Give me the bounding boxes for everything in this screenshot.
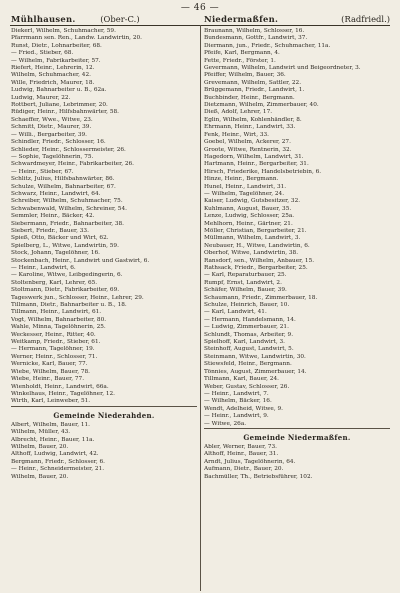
directory-entry: Rottbert, Juliane, Lebrimmer, 20. [11,102,108,109]
directory-entry: Steinhoff, August, Landwirt, 5. [204,346,294,353]
directory-entry: Winkelhaus, Heinr., Tagelöhner, 12. [11,390,116,397]
directory-entry: Dieß, Adolf, Lehrer, 17. [204,109,273,116]
directory-entry: Mehlhorn, Heinr., Gärtner, 21. [204,220,293,227]
directory-entry: — Heinr., Stieber, 67. [11,168,74,175]
directory-entry: Schwardmeyer, Heinr., Fabrikarbeiter, 26. [11,161,134,168]
directory-entry: Stoltenberg, Karl, Lehrer, 65. [11,279,98,286]
directory-entry: Ransdorf, sen., Wilhelm, Anbauer, 15. [204,257,315,264]
directory-entry: Werner, Heinr., Schlosser, 71. [11,353,98,360]
directory-entry: Albert, Wilhelm, Bauer, 11. [11,421,91,428]
directory-entry: Goebel, Wilhelm, Ackerer, 27. [204,139,291,146]
directory-entry: Bundesmann, Gottfr., Landwirt, 37. [204,35,308,42]
directory-entry: Eglin, Wilhelm, Kohlenhändler, 8. [204,116,302,123]
page-number: — 46 — [180,3,220,13]
directory-entry: Pfeife, Karl, Bergmann, 4. [204,50,280,57]
directory-entry: Hagedorn, Wilhelm, Landwirt, 31. [204,153,304,160]
directory-entry: Diermann, jun., Friedr., Schuhmacher, 11a. [204,42,331,49]
directory-entry: Tönnies, August, Zimmerbauer, 14. [204,368,307,375]
directory-entry: Wernicke, Karl, Bauer, 77. [11,361,88,368]
left-column [11,28,197,591]
section-rule [11,406,197,407]
directory-entry: Ludwig, Bahnarbeiter u. B., 62a. [11,87,107,94]
directory-entry: Schwabenwald, Wilhelm, Schreiner, 54. [11,205,127,212]
directory-entry: Groote, Witwe, Rentnerin, 32. [204,146,292,153]
directory-entry: Siebermann, Friedr., Bahnarbeiter, 38. [11,220,125,227]
directory-entry: Vogt, Wilhelm, Bahnarbeiter, 80. [11,316,107,323]
directory-entry: Buchbinder, Heinr., Bergmann. [204,94,295,101]
directory-entry: — Heinr., Landwirt, 9. [204,413,269,420]
directory-entry: Runst, Dietr., Lohnarbeiter, 68. [11,42,102,49]
directory-entry: Abler, Werner, Bauer, 73. [204,443,277,450]
directory-entry: Fette, Friedr., Förster, 1. [204,57,276,64]
directory-entry: Schaumann, Friedr., Zimmerbauer, 18. [204,294,318,301]
section-rule [204,428,390,429]
left-header-subtitle: (Ober-C.) [100,14,140,24]
directory-entry: — Hermann, Tagelöhner, 19. [11,346,95,353]
directory-entry: Hirsch, Friederike, Handelsbetriebin, 6. [204,168,322,175]
directory-entry: — Sophie, Tagelöhnerin, 75. [11,153,94,160]
directory-entry: — Karl, Landwirt, 41. [204,309,267,316]
directory-entry: — Heinr., Landwirt, 6. [11,265,76,271]
directory-entry: Grevemann, Wilhelm, Sattler, 22. [204,79,302,86]
directory-entry: Bergmann, Friedr., Schlosser, 6. [11,458,105,465]
directory-entry: Wiebe, Wilhelm, Bauer, 78. [11,368,91,375]
directory-entry: — Karoline, Witwe, Leibgedingerin, 6. [11,272,123,279]
directory-entry: Tageswerk jun., Schlosser, Heinr., Lehrer, 29. [11,294,144,301]
directory-entry: Stiewsfeld, Heinr., Bergmann. [204,361,292,368]
directory-entry: Weckesser, Heinr., Ritter, 40. [11,331,96,338]
left-entry-list [11,28,197,406]
directory-entry: Braunann, Wilhelm, Schlosser, 16. [204,28,305,34]
directory-entry: — Heinr., Landwirt, 7. [204,390,269,397]
directory-entry: Schindler, Friedr., Schlosser, 16. [11,139,106,146]
directory-entry: Lenze, Ludwig, Schlosser, 25a. [204,213,295,220]
directory-entry: Möller, Christian, Bergarbeiter, 21. [204,227,307,234]
directory-entry: Müllmann, Wilhelm, Landwirt, 3. [204,235,301,242]
directory-entry: Dietzmann, Wilhelm, Zimmerbauer, 40. [204,102,319,109]
directory-entry: Aufmann, Dietr., Bauer, 20. [204,466,284,473]
directory-entry: Schlieder, Heinr., Schlossermeister, 26. [11,146,126,153]
directory-entry: Wiebe, Heinr., Bauer, 77. [11,376,85,383]
directory-entry: Spielhoff, Karl, Landwirt, 3. [204,339,285,346]
directory-entry: Oberhof, Witwe, Landwirtin, 38. [204,250,299,257]
directory-entry: Tillmann, Karl, Bauer, 24. [204,376,279,383]
directory-entry: Wendt, Adelheid, Witwe, 9. [204,405,283,412]
directory-entry: Tillmann, Dietr., Bahnarbeiter u. B., 18. [11,302,127,309]
directory-entry: Wilhelm, Müller, 43. [11,429,71,436]
directory-entry: Wahle, Minna, Tagelöhnerin, 25. [11,324,106,331]
directory-entry: Wilhelm, Bauer, 20. [11,443,69,450]
directory-entry: — Hermann, Handelsmann, 14. [204,316,296,323]
right-header-title: Niedermaßfen. [204,14,279,24]
directory-entry: Steinmann, Witwe, Landwirtin, 30. [204,353,306,360]
directory-entry: Schreiber, Wilhelm, Schuhmacher, 75. [11,198,123,205]
right-section-title: Gemeinde Niedermaßfen. [243,432,351,442]
directory-entry: — Fried., Stieber, 68. [11,50,74,57]
directory-entry: Althoff, Ludwig, Landwirt, 42. [11,451,99,458]
directory-entry: Hartmann, Heinr., Bergarbeiter, 31. [204,161,309,168]
directory-entry: Tillmann, Heinr., Landwirt, 61. [11,309,102,316]
directory-entry: Siebert, Friedr., Bauer, 33. [11,227,89,234]
directory-entry: — Karl, Reparaturbauer, 25. [204,272,287,279]
directory-entry: Schäfer, Wilhelm, Bauer, 39. [204,287,287,294]
directory-entry: Spieß, Otto, Bäcker und Wirt, 62. [11,235,109,242]
directory-entry: Fenk, Heinr., Wirt, 33. [204,131,269,138]
directory-entry: Neubauer, H., Witwe, Landwirtin, 6. [204,242,310,249]
directory-entry: — Wilhelm, Bäcker, 16. [204,398,272,405]
directory-entry: — Willi., Bergarbeiter, 39. [11,131,88,138]
directory-entry: Semmler, Heinr., Bäcker, 42. [11,213,95,220]
right-header-subtitle: (Radfriedl.) [341,14,390,24]
directory-entry: Schlitz, Julius, Hilfsbahnwärter, 86. [11,176,115,183]
directory-entry: Schaeffer, Wwe., Witwe, 23. [11,116,93,123]
directory-entry: Pfeiffer, Wilhelm, Bauer, 36. [204,72,286,79]
left-section-list [11,422,197,481]
directory-entry: Wienholdt, Heinr., Landwirt, 66a. [11,383,109,390]
directory-entry: Kaiser, Ludwig, Gutsbesitzer, 32. [204,198,301,205]
directory-entry: Weber, Gustav, Schlosser, 26. [204,383,290,390]
directory-entry: Hinze, Heinr., Bergmann. [204,176,279,183]
directory-entry: Spielberg, L., Witwe, Landwirtin, 59. [11,242,119,249]
directory-entry: Wille, Friedrich, Maurer, 18. [11,79,95,86]
left-header-title: Mühlhausen. [11,14,76,24]
directory-entry: Arndt, Julius, Tagelöhnerin, 64. [204,458,296,465]
directory-entry: Althoff, Heinr., Bauer, 31. [204,451,279,458]
left-column-header [11,14,197,24]
column-divider [200,25,201,591]
directory-entry: Wilhelm, Schuhmacher, 42. [11,72,91,79]
directory-entry: Diekerl, Wilhelm, Schuhmacher, 59. [11,28,116,34]
directory-entry: Rüdiger, Heinr., Hilfsbahnwärter, 58. [11,109,119,116]
directory-entry: Rathsack, Friedr., Bergarbeiter, 25. [204,265,308,271]
directory-entry: Wilhelm, Bauer, 20. [11,473,69,480]
directory-entry: Gevermann, Wilhelm, Landwirt und Beigeordneter, 3. [204,65,361,72]
directory-entry: Schulze, Wilhelm, Bahnarbeiter, 67. [11,183,116,190]
directory-entry: Kuhlmann, August, Bauer, 35. [204,205,292,212]
directory-entry: Stock, Johann, Tagelöhner, 16. [11,250,100,257]
directory-entry: Stockenbach, Heinr., Landwirt und Gastwirt, 6. [11,257,150,264]
directory-entry: — Wilhelm, Fabrikarbeiter, 57. [11,57,101,64]
directory-entry: Wirth, Karl, Leinweber, 51. [11,398,91,405]
directory-entry: Schmitt, Dietr., Maurer, 39. [11,124,92,131]
right-column [204,28,390,591]
right-column-header [204,14,392,24]
directory-entry: Rumpf, Ernst, Landwirt, 2. [204,279,282,286]
directory-entry: Weitkamp, Friedr., Stieber, 61. [11,339,101,346]
directory-entry: Ehrmann, Heinr., Landwirt, 33. [204,124,296,131]
directory-entry: Ludwig, Maurer, 22. [11,94,71,101]
directory-entry: — Heinr., Schneidermeister, 21. [11,466,105,473]
directory-entry: — Wilhelm, Tagelöhner, 24. [204,190,285,197]
directory-entry: Stoltmann, Dietr., Fabrikarbeiter, 69. [11,287,120,294]
directory-entry: Schwarz, Heinr., Landwirt, 64. [11,190,101,197]
left-section-title: Gemeinde Niederahden. [53,410,155,420]
directory-entry: Riefert, Heinr., Lehrerin, 12. [11,65,95,72]
directory-entry: — Witwe, 26a. [204,420,247,427]
directory-entry: Brüggemann, Friedr., Landwirt, 1. [204,87,305,94]
directory-entry: Albrecht, Heinr., Bauer, 11a. [11,436,95,443]
directory-entry: Pfarrmann sen. Ren., Landw. Landwirtin, 20. [11,35,142,42]
directory-entry: Schlundt, Thomas, Arbeiter, 9. [204,331,294,338]
directory-entry: Schulze, Heinrich, Bauer, 10. [204,302,290,309]
right-entry-list [204,28,390,428]
directory-entry: Bachmüller, Th., Betriebsführer, 102. [204,473,313,480]
directory-entry: Hunel, Heinr., Landwirt, 31. [204,183,287,190]
right-section-list [204,444,390,481]
directory-entry: — Ludwig, Zimmerbauer, 21. [204,324,289,331]
